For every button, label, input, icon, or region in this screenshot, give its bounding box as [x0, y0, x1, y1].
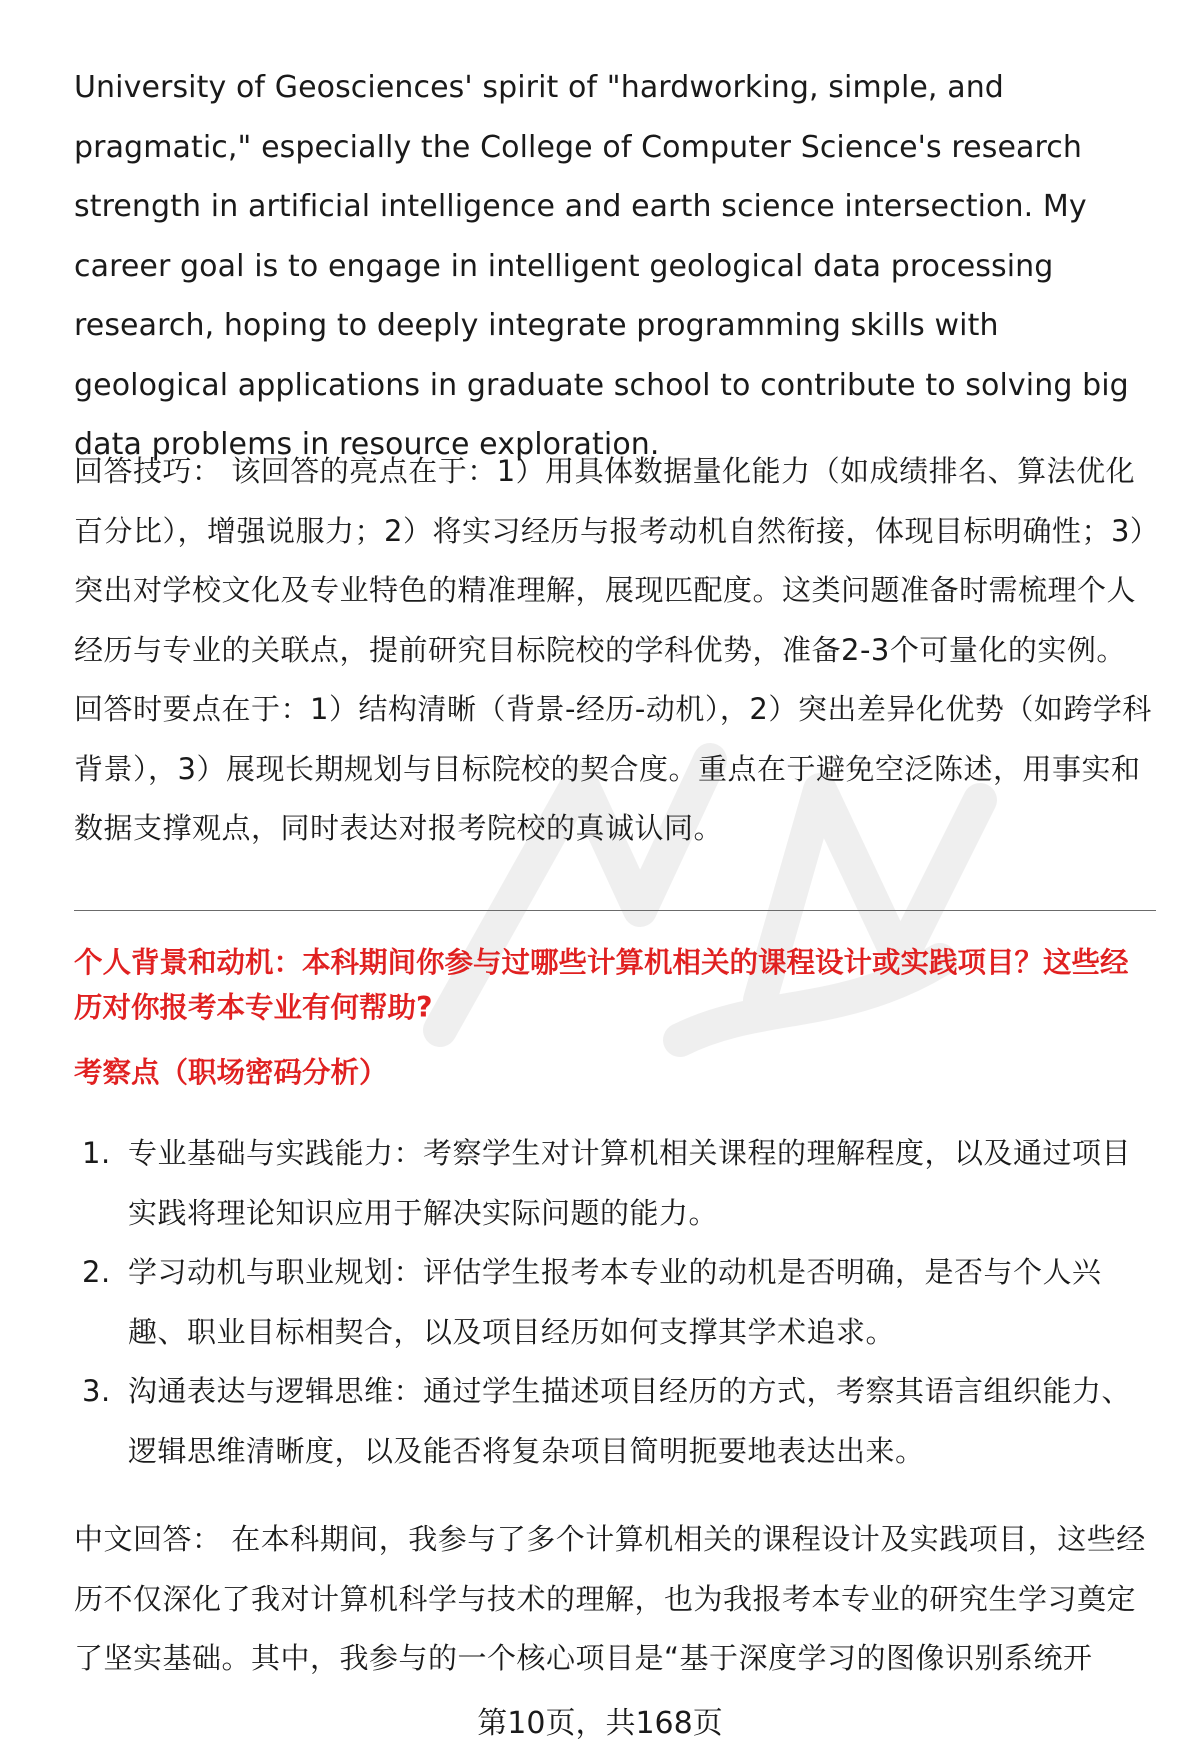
list-item-number: 2. — [82, 1255, 111, 1289]
answer-tip-label: 回答技巧： — [74, 454, 222, 488]
list-item-text: 学习动机与职业规划：评估学生报考本专业的动机是否明确，是否与个人兴趣、职业目标相契合，以及项目经历如何支撑其学术追求。 — [128, 1255, 1102, 1349]
list-item — [74, 1124, 1156, 1243]
list-item — [74, 1362, 1156, 1481]
english-paragraph: University of Geosciences' spirit of "hardworking, simple, and pragmatic," especially the College of Computer Science's research strength in artificial intelligence and earth science intersection. My career goal is to engage in intelligent geological data processing research, hoping to deeply integrate programming skills with geological applications in graduate school to contribute to solving big data problems in resource exploration. — [74, 70, 1129, 462]
chinese-answer-text: 在本科期间，我参与了多个计算机相关的课程设计及实践项目，这些经历不仅深化了我对计算机科学与技术的理解，也为我报考本专业的研究生学习奠定了坚实基础。其中，我参与的一个核心项目是“基于深度学习的图像识别系统开 — [74, 1522, 1146, 1675]
list-item-number: 3. — [82, 1374, 111, 1408]
section-divider — [74, 910, 1156, 911]
page-number-footer: 第10页，共168页 — [477, 1706, 723, 1741]
answer-tip-paragraph — [74, 442, 1154, 859]
question-heading: 个人背景和动机：本科期间你参与过哪些计算机相关的课程设计或实践项目？这些经历对你报考本专业有何帮助? — [74, 946, 1129, 1024]
chinese-answer-label: 中文回答： — [74, 1522, 222, 1556]
answer-tip-text: 该回答的亮点在于：1）用具体数据量化能力（如成绩排名、算法优化百分比），增强说服力；2）将实习经历与报考动机自然衔接，体现目标明确性；3）突出对学校文化及专业特色的精准理解，展现匹配度。这类问题准备时需梳理个人经历与专业的关联点，提前研究目标院校的学科优势，准备2-3个可量化的实例。回答时要点在于：1）结构清晰（背景-经历-动机），2）突出差异化优势（如跨学科背景），3）展现长期规划与目标院校的契合度。重点在于避免空泛陈述，用事实和数据支撑观点，同时表达对报考院校的真诚认同。 — [74, 454, 1152, 845]
list-item-number: 1. — [82, 1136, 111, 1170]
list-item-text: 沟通表达与逻辑思维：通过学生描述项目经历的方式，考察其语言组织能力、逻辑思维清晰度，以及能否将复杂项目简明扼要地表达出来。 — [128, 1374, 1132, 1468]
chinese-answer-paragraph — [74, 1510, 1154, 1689]
list-item-text: 专业基础与实践能力：考察学生对计算机相关课程的理解程度，以及通过项目实践将理论知识应用于解决实际问题的能力。 — [128, 1136, 1132, 1230]
checkpoints-list — [74, 1124, 1156, 1481]
checkpoints-title: 考察点（职场密码分析） — [74, 1056, 388, 1089]
list-item — [74, 1243, 1156, 1362]
